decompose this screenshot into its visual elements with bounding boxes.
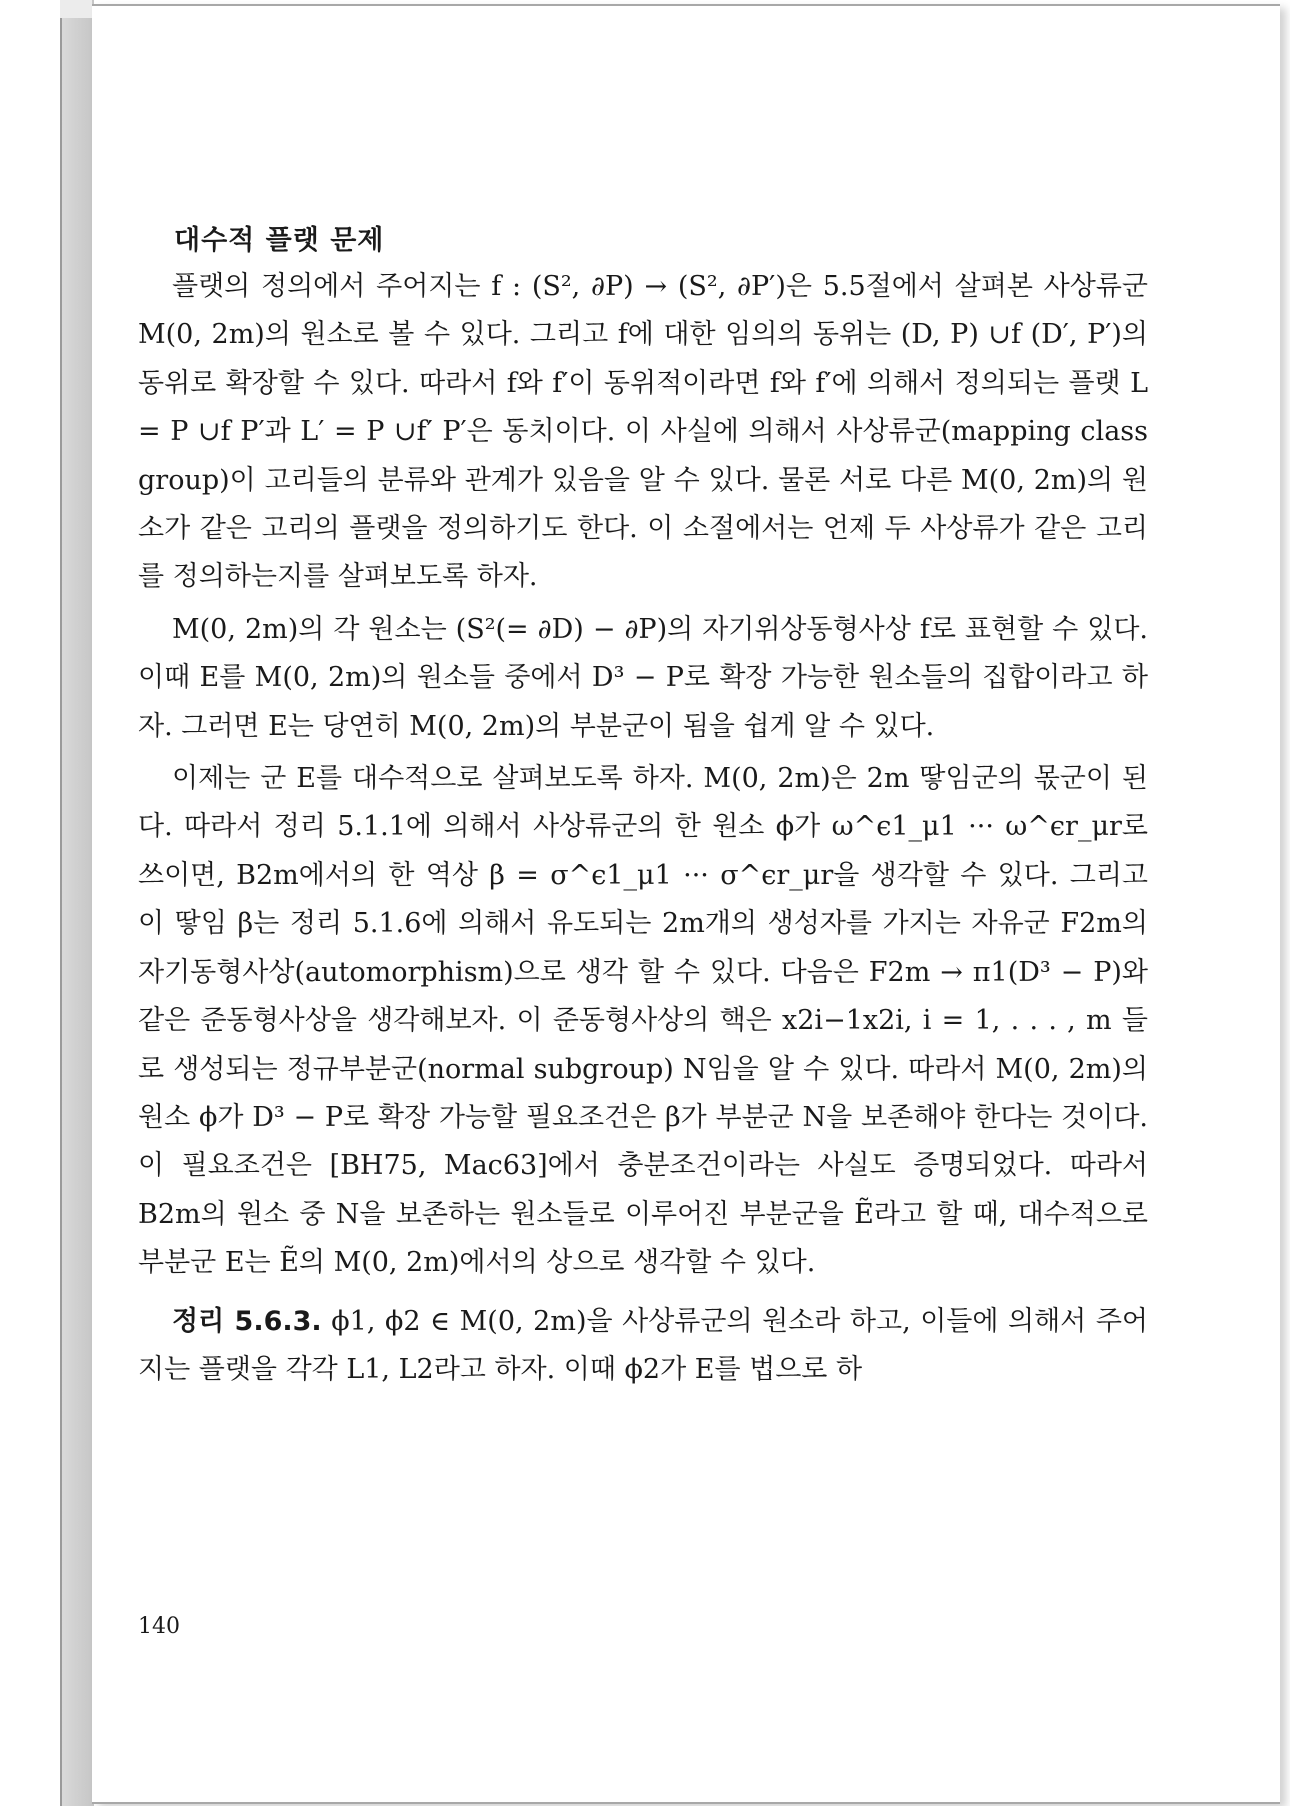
page-content xyxy=(138,218,1148,1394)
paragraph-2: M(0, 2m)의 각 원소는 (S²(= ∂D) − ∂P)의 자기위상동형사상 f로 표현할 수 있다. 이때 E를 M(0, 2m)의 원소들 중에서 D³ − P로 확장 가능한 원소들의 집합이라고 하자. 그러면 E는 당연히 M(0, 2m)의 부분군이 됨을 쉽게 알 수 있다. xyxy=(138,613,1148,742)
book-spine xyxy=(60,0,94,1806)
theorem-label: 정리 5.6.3. xyxy=(172,1305,322,1337)
theorem-text: ϕ1, ϕ2 ∈ M(0, 2m)을 사상류군의 원소라 하고, 이들에 의해서 주어지는 플랫을 각각 L1, L2라고 하자. 이때 ϕ2가 E를 법으로 하 xyxy=(138,1305,1148,1385)
paragraph-1: 플랫의 정의에서 주어지는 f : (S², ∂P) → (S², ∂P′)은 5.5절에서 살펴본 사상류군 M(0, 2m)의 원소로 볼 수 있다. 그리고 f에 대한 임의의 동위는 (D, P) ∪f (D′, P′)의 동위로 확장할 수 있다. 따라서 f와 f′이 동위적이라면 f와 f′에 의해서 정의되는 플랫 L = P ∪f P′과 L′ = P ∪f′ P′은 동치이다. 이 사실에 의해서 사상류군(mapping class group)이 고리들의 분류와 관계가 있음을 알 수 있다. 물론 서로 다른 M(0, 2m)의 원소가 같은 고리의 플랫을 정의하기도 한다. 이 소절에서는 언제 두 사상류가 같은 고리를 정의하는지를 살펴보도록 하자. xyxy=(138,271,1148,593)
section-title: 대수적 플랫 문제 xyxy=(174,225,385,256)
paragraph-3: 이제는 군 E를 대수적으로 살펴보도록 하자. M(0, 2m)은 2m 땋임군의 몫군이 된다. 따라서 정리 5.1.1에 의해서 사상류군의 한 원소 ϕ가 ω^ϵ1_μ1 ··· ω^ϵr_μr로 쓰이면, B2m에서의 한 역상 β = σ^ϵ1_μ1 ··· σ^ϵr_μr을 생각할 수 있다. 그리고 이 땋임 β는 정리 5.1.6에 의해서 유도되는 2m개의 생성자를 가지는 자유군 F2m의 자기동형사상(automorphism)으로 생각 할 수 있다. 다음은 F2m → π1(D³ − P)와 같은 준동형사상을 생각해보자. 이 준동형사상의 핵은 x2i−1x2i, i = 1, . . . , m 들로 생성되는 정규부분군(normal subgroup) N임을 알 수 있다. 따라서 M(0, 2m)의 원소 ϕ가 D³ − P로 확장 가능할 필요조건은 β가 부분군 N을 보존해야 한다는 것이다. 이 필요조건은 [BH75, Mac63]에서 충분조건이라는 사실도 증명되었다. 따라서 B2m의 원소 중 N을 보존하는 원소들로 이루어진 부분군을 Ẽ라고 할 때, 대수적으로 부분군 E는 Ẽ의 M(0, 2m)에서의 상으로 생각할 수 있다. xyxy=(138,763,1148,1279)
page-number: 140 xyxy=(138,1614,180,1639)
book-spine-top xyxy=(60,0,92,18)
theorem-statement xyxy=(138,1298,1148,1395)
